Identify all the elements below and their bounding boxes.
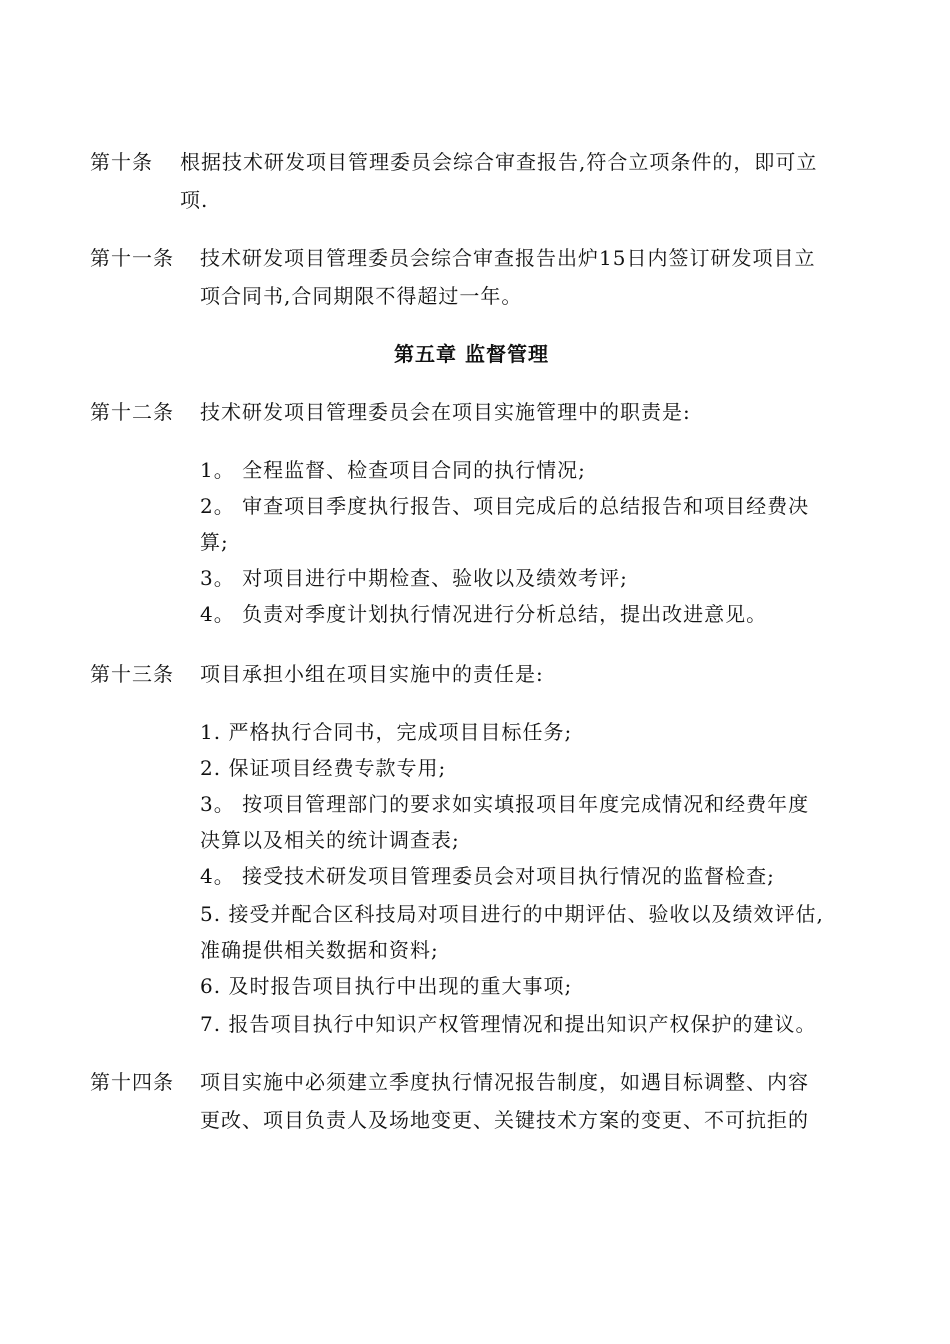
article-12-line-1: 技术研发项目管理委员会在项目实施管理中的职责是: [200,400,691,424]
article-13-item: 决算以及相关的统计调查表; [200,828,460,852]
article-13-label: 第十三条 [90,662,174,686]
article-14-line-2: 更改、项目负责人及场地变更、关键技术方案的变更、不可抗拒的 [200,1108,809,1132]
article-11-label: 第十一条 [90,246,174,270]
article-13-item: 7. 报告项目执行中知识产权管理情况和提出知识产权保护的建议。 [200,1012,817,1036]
chapter-heading: 第五章 监督管理 [394,342,549,366]
article-13-item: 6. 及时报告项目执行中出现的重大事项; [200,974,573,998]
article-13-item: 5. 接受并配合区科技局对项目进行的中期评估、验收以及绩效评估, [200,902,824,926]
article-10-line-2: 项. [180,188,209,212]
article-12-item: 算; [200,530,229,554]
article-12-label: 第十二条 [90,400,174,424]
article-10-label: 第十条 [90,150,153,174]
article-12-item: 1。 全程监督、检查项目合同的执行情况; [200,458,586,482]
article-11-line-1: 技术研发项目管理委员会综合审查报告出炉15日内签订研发项目立 [200,246,816,270]
article-13-item: 3。 按项目管理部门的要求如实填报项目年度完成情况和经费年度 [200,792,810,816]
article-13-item: 1. 严格执行合同书，完成项目目标任务; [200,720,573,744]
article-13-item: 4。 接受技术研发项目管理委员会对项目执行情况的监督检查; [200,864,775,888]
article-14-line-1: 项目实施中必须建立季度执行情况报告制度，如遇目标调整、内容 [200,1070,809,1094]
article-10-line-1: 根据技术研发项目管理委员会综合审查报告,符合立项条件的，即可立 [180,150,818,174]
article-13-item: 2. 保证项目经费专款专用; [200,756,447,780]
article-13-line-1: 项目承担小组在项目实施中的责任是: [200,662,544,686]
article-11-line-2: 项合同书,合同期限不得超过一年。 [200,284,523,308]
article-13-item: 准确提供相关数据和资料; [200,938,439,962]
article-14-label: 第十四条 [90,1070,174,1094]
article-12-item: 3。 对项目进行中期检查、验收以及绩效考评; [200,566,628,590]
article-12-item: 4。 负责对季度计划执行情况进行分析总结，提出改进意见。 [200,602,768,626]
article-12-item: 2。 审查项目季度执行报告、项目完成后的总结报告和项目经费决 [200,494,810,518]
